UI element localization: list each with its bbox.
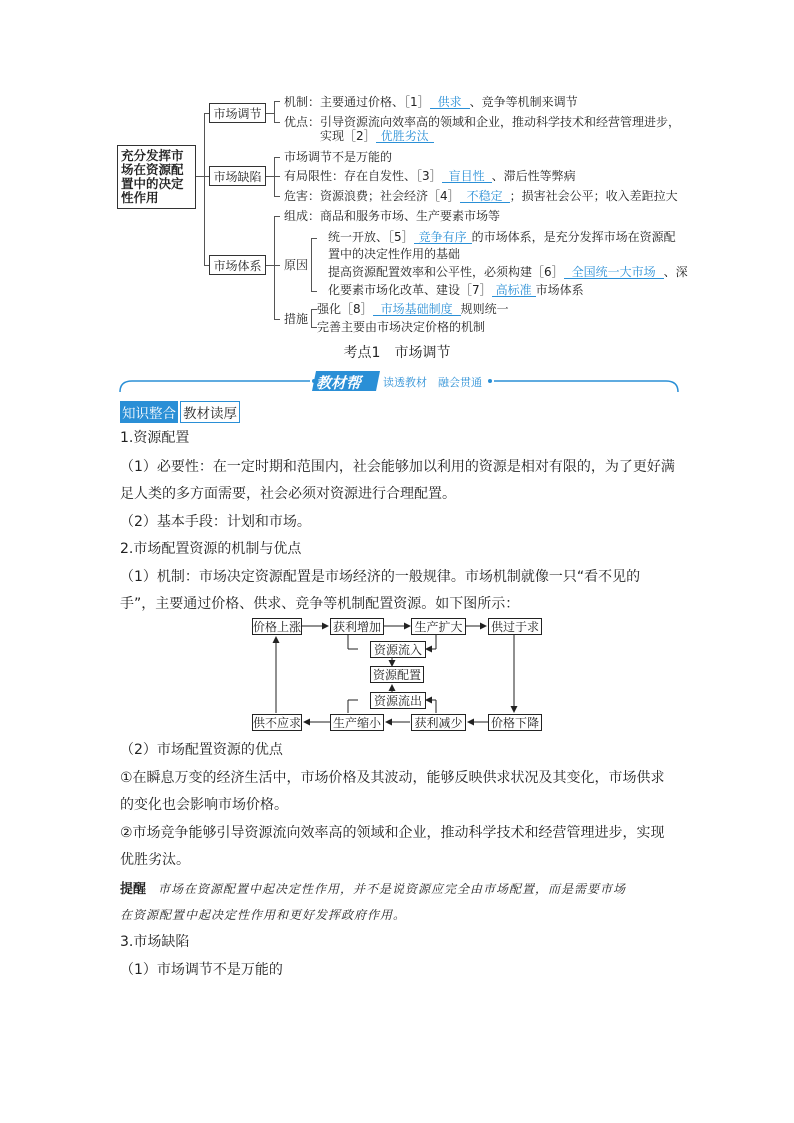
mindmap-root: 充分发挥市场在资源配置中的决定性作用: [117, 145, 196, 209]
flow-resource-outflow: 资源流出: [370, 692, 426, 709]
answer-8: 市场基础制度: [373, 303, 461, 316]
para-6a: ②市场竞争能够引导资源流向效率高的领域和企业，推动科学技术和经营管理进步，实现: [120, 825, 665, 841]
banner-logo: 教材帮: [316, 374, 362, 392]
answer-1: 供求: [430, 96, 470, 109]
flow-resource-allocation: 资源配置: [370, 666, 424, 683]
answer-2: 优胜劣汰: [376, 130, 434, 143]
answer-5: 竞争有序: [414, 231, 472, 244]
answer-7: 高标准: [492, 284, 536, 297]
b3-reason-label: 原因: [284, 258, 309, 272]
para-2: （2）基本手段：计划和市场。: [120, 514, 311, 530]
flow-oversupply: 供过于求: [488, 618, 542, 635]
heading-1: 1.资源配置: [120, 430, 190, 446]
b1-advantage-line2: 实现［2］ 优胜劣汰: [320, 129, 434, 143]
answer-3: 盲目性: [442, 170, 492, 183]
banner-tagline: 读透教材 融会贯通: [383, 376, 482, 389]
b2-line2: 有局限性：存在自发性、［3］ 盲目性 、滞后性等弊病: [284, 169, 576, 183]
para-3b: 手”，主要通过价格、供求、竞争等机制配置资源。如下图所示：: [120, 596, 520, 612]
b3-measures-label: 措施: [284, 312, 309, 326]
b3-composition: 组成：商品和服务市场、生产要素市场等: [284, 209, 501, 223]
flow-resource-inflow: 资源流入: [370, 641, 426, 658]
para-5a: ①在瞬息万变的经济生活中，市场价格及其波动，能够反映供求状况及其变化，市场供求: [120, 770, 665, 786]
b2-line3: 危害：资源浪费；社会经济［4］ 不稳定 ；损害社会公平；收入差距拉大: [284, 189, 678, 203]
flow-shortage: 供不应求: [253, 716, 302, 730]
knowledge-tab: [120, 401, 240, 423]
b1-mechanism: 机制：主要通过价格、［1］ 供求 、竞争等机制来调节: [284, 95, 578, 109]
para-4: （2）市场配置资源的优点: [120, 742, 283, 758]
flow-profit-up: 获利增加: [330, 618, 384, 635]
flow-price-down: 价格下降: [488, 714, 542, 731]
para-6b: 优胜劣汰。: [120, 852, 190, 868]
heading-3: 3.市场缺陷: [120, 934, 190, 950]
tab-right: 教材读厚: [180, 401, 240, 423]
answer-6: 全国统一大市场: [564, 266, 664, 279]
para-5b: 的变化也会影响市场价格。: [120, 797, 288, 813]
flow-price-up: 价格上涨: [253, 620, 302, 634]
b3-reason-1-line2: 置中的决定性作用的基础: [328, 247, 461, 261]
tab-left: 知识整合: [120, 401, 178, 423]
b1-advantage: 优点：引导资源流向效率高的领域和企业，推动科学技术和经营管理进步，: [284, 115, 681, 129]
b2-line1: 市场调节不是万能的: [284, 150, 393, 164]
heading-2: 2.市场配置资源的机制与优点: [120, 541, 302, 557]
b3-measure-1: 强化［8］ 市场基础制度 规则统一: [317, 302, 509, 316]
branch-market-system: 市场体系: [209, 255, 266, 275]
para-1a: （1）必要性：在一定时期和范围内，社会能够加以利用的资源是相对有限的，为了更好满: [120, 459, 675, 475]
para-7: （1）市场调节不是万能的: [120, 962, 283, 978]
flow-production-shrink: 生产缩小: [330, 714, 384, 731]
tip-label: 提醒: [120, 882, 147, 897]
branch-market-defects: 市场缺陷: [209, 166, 266, 186]
b3-reason-1: 统一开放、［5］ 竞争有序 的市场体系，是充分发挥市场在资源配: [328, 230, 676, 244]
flow-profit-down: 获利减少: [411, 714, 466, 731]
tip-line-a: 提醒 市场在资源配置中起决定性作用，并不是说资源应完全由市场配置，而是需要市场: [120, 882, 627, 897]
b3-measure-2: 完善主要由市场决定价格的机制: [317, 320, 486, 334]
tip-line-b: 在资源配置中起决定性作用和更好发挥政府作用。: [120, 908, 407, 922]
para-3a: （1）机制：市场决定资源配置是市场经济的一般规律。市场机制就像一只“看不见的: [120, 569, 641, 585]
section-title: 考点1 市场调节: [343, 345, 451, 361]
b3-reason-2-line2: 化要素市场化改革、建设［7］ 高标准 市场体系: [328, 283, 584, 297]
flow-production-expand: 生产扩大: [411, 618, 466, 635]
branch-market-regulation: 市场调节: [209, 103, 266, 123]
para-1b: 足人类的多方面需要，社会必须对资源进行合理配置。: [120, 486, 456, 502]
b3-reason-2: 提高资源配置效率和公平性，必须构建［6］ 全国统一大市场 、深: [328, 265, 688, 279]
answer-4: 不稳定: [460, 190, 510, 203]
